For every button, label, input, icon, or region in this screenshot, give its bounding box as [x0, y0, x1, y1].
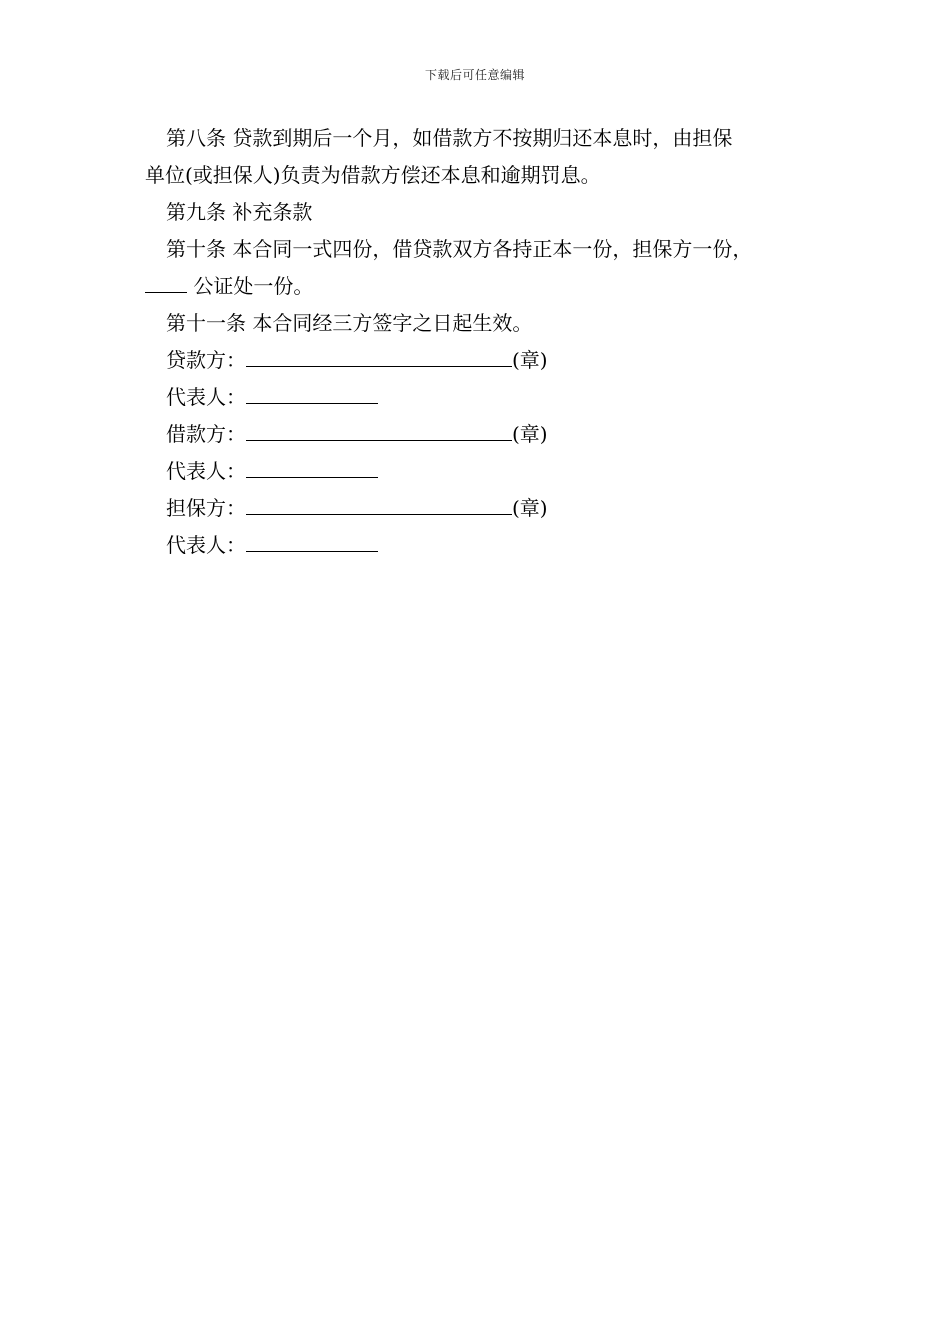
lender-label: 贷款方： — [166, 348, 246, 372]
article-8-line-1: 第八条 贷款到期后一个月，如借款方不按期归还本息时，由担保 — [166, 126, 733, 150]
guarantor-seal-mark: (章) — [512, 496, 548, 520]
borrower-seal-mark: (章) — [512, 422, 548, 446]
lender-signature-blank[interactable] — [246, 346, 512, 367]
guarantor-signature-row — [145, 490, 825, 527]
article-11: 第十一条 本合同经三方签字之日起生效。 — [166, 311, 533, 335]
guarantor-label: 担保方： — [166, 496, 246, 520]
guarantor-representative-row — [145, 527, 825, 564]
article-10-line-2 — [145, 268, 825, 305]
lender-signature-row — [145, 342, 825, 379]
guarantor-representative-blank[interactable] — [246, 531, 378, 552]
article-10-suffix: 公证处一份。 — [187, 274, 314, 298]
article-8-line-2: 单位(或担保人)负责为借款方偿还本息和逾期罚息。 — [145, 163, 601, 187]
borrower-label: 借款方： — [166, 422, 246, 446]
borrower-representative-blank[interactable] — [246, 457, 378, 478]
borrower-representative-label: 代表人： — [166, 459, 246, 483]
lender-seal-mark: (章) — [512, 348, 548, 372]
page-header: 下载后可任意编辑 — [424, 68, 525, 82]
borrower-signature-row — [145, 416, 825, 453]
borrower-representative-row — [145, 453, 825, 490]
borrower-signature-blank[interactable] — [246, 420, 512, 441]
guarantor-representative-label: 代表人： — [166, 533, 246, 557]
article-10-line-1: 第十条 本合同一式四份，借贷款双方各持正本一份，担保方一份， — [166, 237, 753, 261]
document-body — [145, 120, 825, 564]
article-9: 第九条 补充条款 — [166, 200, 313, 224]
guarantor-signature-blank[interactable] — [246, 494, 512, 515]
notary-count-blank[interactable] — [145, 272, 187, 293]
lender-representative-row — [145, 379, 825, 416]
lender-representative-label: 代表人： — [166, 385, 246, 409]
lender-representative-blank[interactable] — [246, 383, 378, 404]
